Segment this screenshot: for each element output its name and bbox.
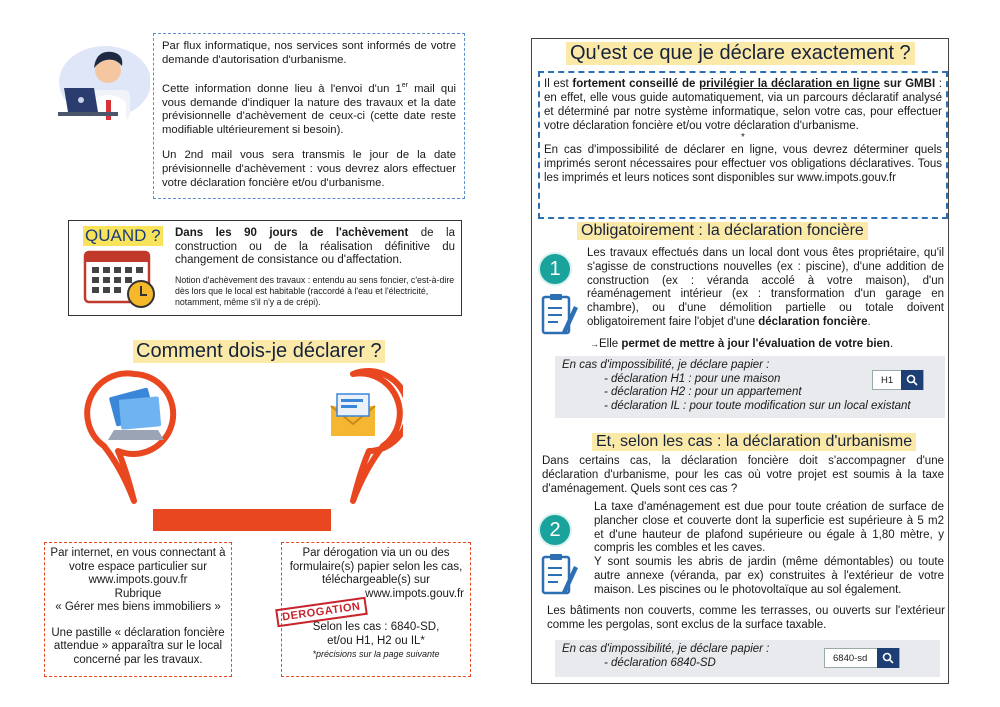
urbanisme-text-2: Y sont soumis les abris de jardin (même démontables) ou toute autre annexe (véranda, par ex) construites à l'extérieur de votre maison. Les piscines ou le photovoltaïque au sol également. bbox=[594, 556, 944, 596]
search-query-h1: H1 bbox=[881, 374, 894, 386]
computer-bubble-icon bbox=[84, 366, 184, 516]
step-2-badge: 2 bbox=[538, 513, 572, 547]
info-paragraph-3: Un 2nd mail vous sera transmis le jour de la date prévisionnelle d'achèvement : vous devrez alors effectuer votre déclaration foncière et/ou d'urbanisme. bbox=[162, 149, 456, 189]
internet-pastille-note: Une pastille « déclaration foncière attendue » apparaîtra sur le local concerné par les travaux. bbox=[51, 626, 225, 666]
derogation-cases: Selon les cas : 6840-SD, bbox=[312, 621, 440, 633]
urbanisme-intro: Dans certains cas, la déclaration foncière doit s'accompagner d'une déclaration d'urbanisme, pour les cas où votre projet est soumis à la taxe d'aménagement. Quels sont ces cas ? bbox=[542, 455, 944, 495]
quoi-declarer-heading: Qu'est ce que je déclare exactement ? bbox=[566, 42, 915, 65]
derogation-cases-2: et/ou H1, H2 ou IL* bbox=[327, 634, 425, 647]
quand-note: Notion d'achèvement des travaux : entendu au sens foncier, c'est-à-dire dès lors que le local est habitable (raccordé à l'eau et l'électricité, notamment, même s'il n'y a de crépi). bbox=[175, 275, 455, 307]
conseil-paragraph-2: En cas d'impossibilité de déclarer en ligne, vous devrez déterminer quels imprimés seront nécessaires pour effectuer vos obligations déclaratives. Tous les imprimés et leurs notices sont disponibles sur www.impots.gouv.fr bbox=[544, 144, 942, 184]
box-par-internet bbox=[44, 542, 232, 677]
search-query-6840: 6840-sd bbox=[833, 652, 868, 664]
search-icon[interactable] bbox=[877, 648, 899, 668]
arrow-icon: → bbox=[590, 339, 599, 349]
obligatoirement-text: Les travaux effectués dans un local dont vous êtes propriétaire, qu'il s'agisse de constructions nouvelles (ex : piscine), d'une addition de construction (ex : véranda accolé à votre maison), d'un réaménagement intérieur (ex : transformation d'un garage en chambre), ou d'une démolition partielle ou totale doivent obligatoirement faire l'objet d'une déclaration foncière. bbox=[587, 247, 944, 328]
urbanisme-taxe-text bbox=[594, 501, 944, 598]
urbanisme-exclusions: Les bâtiments non couverts, comme les terrasses, ou ouverts sur l'extérieur comme les pergolas, sont exclus de la surface taxable. bbox=[547, 605, 945, 631]
orange-divider-bar bbox=[153, 509, 331, 531]
papier1-heading: En cas d'impossibilité, je déclare papier : bbox=[562, 359, 770, 371]
info-paragraph-1: Par flux informatique, nos services sont informés de votre demande d'autorisation d'urbanisme. bbox=[162, 40, 456, 66]
urbanisme-text-1: La taxe d'aménagement est due pour toute création de surface de plancher close et couverte dont la superficie est supérieure à 5 m2 et d'une hauteur de plafond supérieure ou égale à 1,80 mètre, y compris les combles et les caves. bbox=[594, 501, 944, 555]
quand-box bbox=[68, 220, 462, 316]
mail-bubble-icon bbox=[303, 366, 403, 516]
clipboard-checklist-icon bbox=[540, 292, 580, 340]
person-laptop-illustration bbox=[50, 40, 150, 120]
calendar-clock-icon bbox=[83, 248, 163, 312]
urbanisme-heading: Et, selon les cas : la déclaration d'urbanisme bbox=[592, 433, 916, 451]
internet-gerer-biens: « Gérer mes biens immobiliers » bbox=[55, 601, 221, 613]
search-box-6840[interactable] bbox=[824, 648, 900, 668]
conseil-box bbox=[538, 71, 948, 219]
papier1-il: - déclaration IL : pour toute modification sur un local existant bbox=[604, 399, 911, 412]
search-box-h1[interactable] bbox=[872, 370, 924, 390]
evaluation-arrow-line: →Elle permet de mettre à jour l'évaluation de votre bien. bbox=[590, 338, 894, 350]
derogation-note: *précisions sur la page suivante bbox=[312, 649, 440, 659]
derogation-line-1: Par dérogation via un ou des formulaire(s) papier selon les cas, téléchargeable(s) sur bbox=[289, 547, 463, 586]
papier2-6840: - déclaration 6840-SD bbox=[604, 656, 716, 669]
info-paragraph-2: Cette information donne lieu à l'envoi d'un 1er mail qui vous demande d'indiquer la nature des travaux et la date prévisionnelle d'achèvement de ceux-ci (cette date reste modifiable ultérieurement si besoin). bbox=[162, 82, 456, 136]
obligatoirement-heading: Obligatoirement : la déclaration foncière bbox=[577, 222, 868, 240]
papier1-h2: - déclaration H2 : pour un appartement bbox=[604, 386, 802, 398]
search-icon[interactable] bbox=[901, 370, 923, 390]
clipboard-checklist-icon bbox=[540, 552, 580, 600]
internet-rubrique: Rubrique bbox=[114, 587, 162, 600]
conseil-star: * bbox=[741, 132, 745, 143]
step-1-badge: 1 bbox=[538, 252, 572, 286]
papier2-heading: En cas d'impossibilité, je déclare papier : bbox=[562, 643, 770, 655]
derogation-stamp: DEROGATION bbox=[275, 597, 367, 627]
quand-main-text: Dans les 90 jours de l'achèvement de la construction ou de la réalisation définitive du changement de consistance ou d'affectation. bbox=[175, 227, 455, 267]
quand-title: QUAND ? bbox=[85, 226, 161, 245]
derogation-url: www.impots.gouv.fr bbox=[365, 587, 464, 600]
internet-line-1: Par internet, en vous connectant à votre espace particulier sur www.impots.gouv.fr bbox=[50, 547, 226, 586]
info-box-flux bbox=[153, 33, 465, 199]
conseil-paragraph: Il est fortement conseillé de privilégier la déclaration en ligne sur GMBI : en effet, elle vous guide automatiquement, via un parcours déclaratif analysé et déterminé par notre système informatique, selon votre cas, pour effectuer votre déclaration foncière et/ou votre déclaration d'urbanisme. bbox=[544, 78, 942, 132]
comment-declarer-heading: Comment dois-je déclarer ? bbox=[133, 340, 385, 363]
papier1-h1: - déclaration H1 : pour une maison bbox=[604, 372, 781, 385]
